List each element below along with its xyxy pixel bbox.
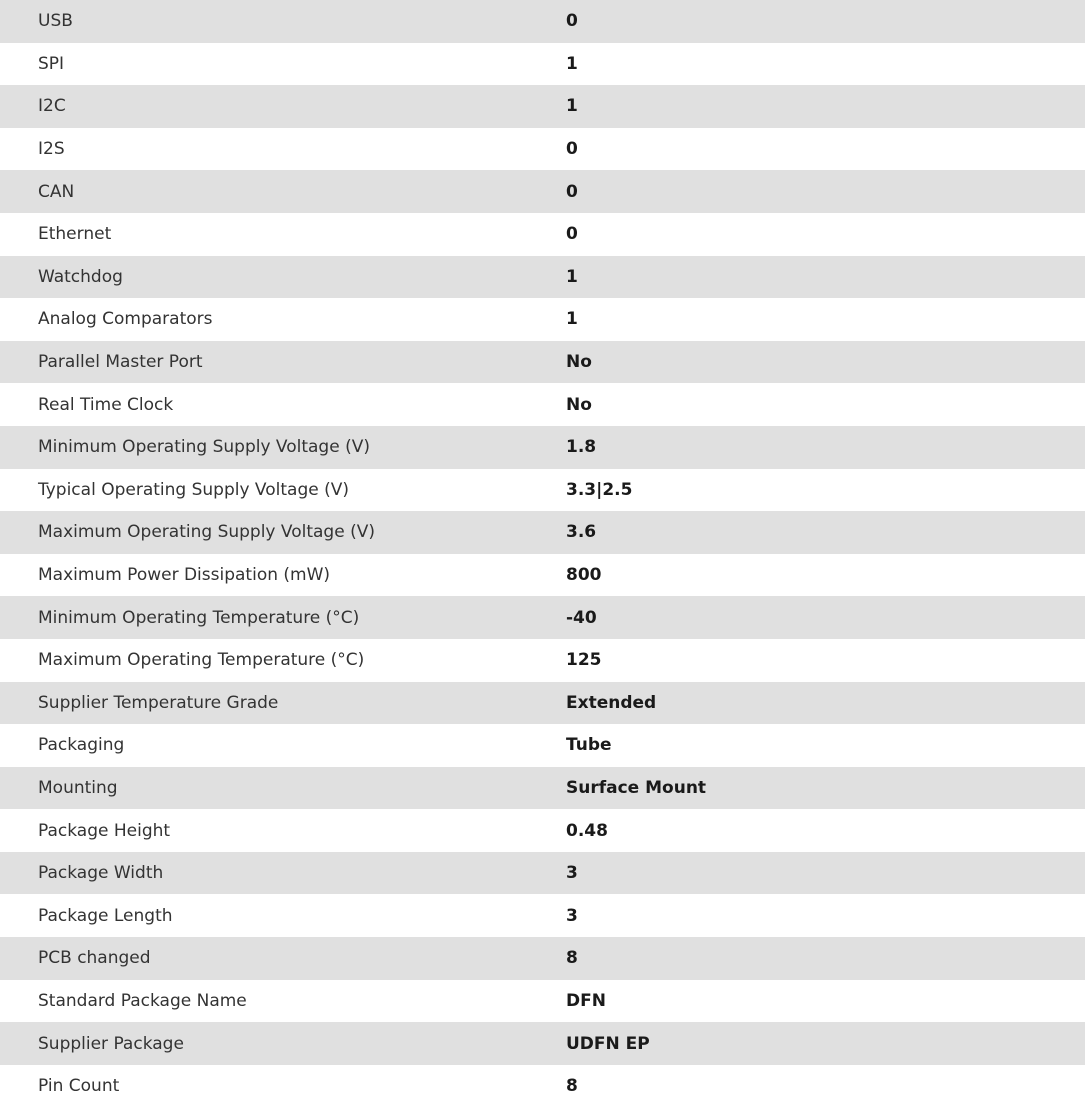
spec-value: Extended xyxy=(566,692,657,713)
spec-value: 0 xyxy=(566,139,578,160)
spec-label: Supplier Temperature Grade xyxy=(38,692,279,713)
spec-row xyxy=(0,1022,1085,1065)
spec-label: Analog Comparators xyxy=(38,309,213,330)
spec-label: Watchdog xyxy=(38,266,123,287)
spec-row xyxy=(0,128,1085,171)
spec-row xyxy=(0,937,1085,980)
spec-row xyxy=(0,852,1085,895)
spec-row xyxy=(0,256,1085,299)
spec-row xyxy=(0,43,1085,86)
spec-label: Package Length xyxy=(38,905,173,926)
spec-value: 0.48 xyxy=(566,820,608,841)
spec-label: Maximum Power Dissipation (mW) xyxy=(38,565,331,586)
spec-row xyxy=(0,341,1085,384)
spec-value: 1.8 xyxy=(566,437,597,458)
spec-value: 125 xyxy=(566,650,602,671)
spec-value: 1 xyxy=(566,266,578,287)
spec-value: 1 xyxy=(566,53,578,74)
spec-label: Typical Operating Supply Voltage (V) xyxy=(38,479,349,500)
spec-row xyxy=(0,596,1085,639)
spec-row xyxy=(0,894,1085,937)
spec-label: Mounting xyxy=(38,777,118,798)
spec-value: 0 xyxy=(566,181,578,202)
spec-row xyxy=(0,298,1085,341)
spec-row xyxy=(0,767,1085,810)
spec-label: Ethernet xyxy=(38,224,112,245)
spec-row xyxy=(0,383,1085,426)
spec-value: UDFN EP xyxy=(566,1033,650,1054)
spec-value: -40 xyxy=(566,607,597,628)
spec-value: 8 xyxy=(566,948,578,969)
spec-row xyxy=(0,0,1085,43)
spec-row xyxy=(0,426,1085,469)
spec-label: Minimum Operating Supply Voltage (V) xyxy=(38,437,370,458)
spec-value: DFN xyxy=(566,990,606,1011)
spec-label: Pin Count xyxy=(38,1076,120,1097)
spec-label: CAN xyxy=(38,181,75,202)
spec-row xyxy=(0,682,1085,725)
spec-row xyxy=(0,980,1085,1023)
spec-value: 3 xyxy=(566,863,578,884)
spec-label: Package Height xyxy=(38,820,171,841)
spec-label: Parallel Master Port xyxy=(38,352,203,373)
spec-row xyxy=(0,213,1085,256)
spec-label: Maximum Operating Supply Voltage (V) xyxy=(38,522,375,543)
spec-label: I2S xyxy=(38,139,65,160)
spec-value: 0 xyxy=(566,224,578,245)
spec-row xyxy=(0,724,1085,767)
spec-value: No xyxy=(566,352,592,373)
spec-label: Minimum Operating Temperature (°C) xyxy=(38,607,360,628)
spec-label: Supplier Package xyxy=(38,1033,184,1054)
spec-value: 8 xyxy=(566,1076,578,1097)
spec-label: SPI xyxy=(38,53,65,74)
spec-label: PCB changed xyxy=(38,948,151,969)
spec-row xyxy=(0,554,1085,597)
spec-value: Tube xyxy=(566,735,612,756)
spec-value: 0 xyxy=(566,11,578,32)
spec-label: Standard Package Name xyxy=(38,990,247,1011)
spec-label: Packaging xyxy=(38,735,125,756)
spec-value: 1 xyxy=(566,309,578,330)
spec-value: 3 xyxy=(566,905,578,926)
spec-value: 3.6 xyxy=(566,522,597,543)
spec-label: USB xyxy=(38,11,73,32)
spec-label: Real Time Clock xyxy=(38,394,174,415)
spec-row xyxy=(0,511,1085,554)
spec-value: 3.3|2.5 xyxy=(566,479,633,500)
spec-label: Package Width xyxy=(38,863,164,884)
spec-value: 1 xyxy=(566,96,578,117)
spec-label: Maximum Operating Temperature (°C) xyxy=(38,650,365,671)
spec-value: 800 xyxy=(566,565,602,586)
spec-value: No xyxy=(566,394,592,415)
spec-row xyxy=(0,170,1085,213)
spec-row xyxy=(0,639,1085,682)
spec-row xyxy=(0,809,1085,852)
spec-row xyxy=(0,469,1085,512)
spec-row xyxy=(0,85,1085,128)
spec-label: I2C xyxy=(38,96,66,117)
spec-value: Surface Mount xyxy=(566,777,707,798)
